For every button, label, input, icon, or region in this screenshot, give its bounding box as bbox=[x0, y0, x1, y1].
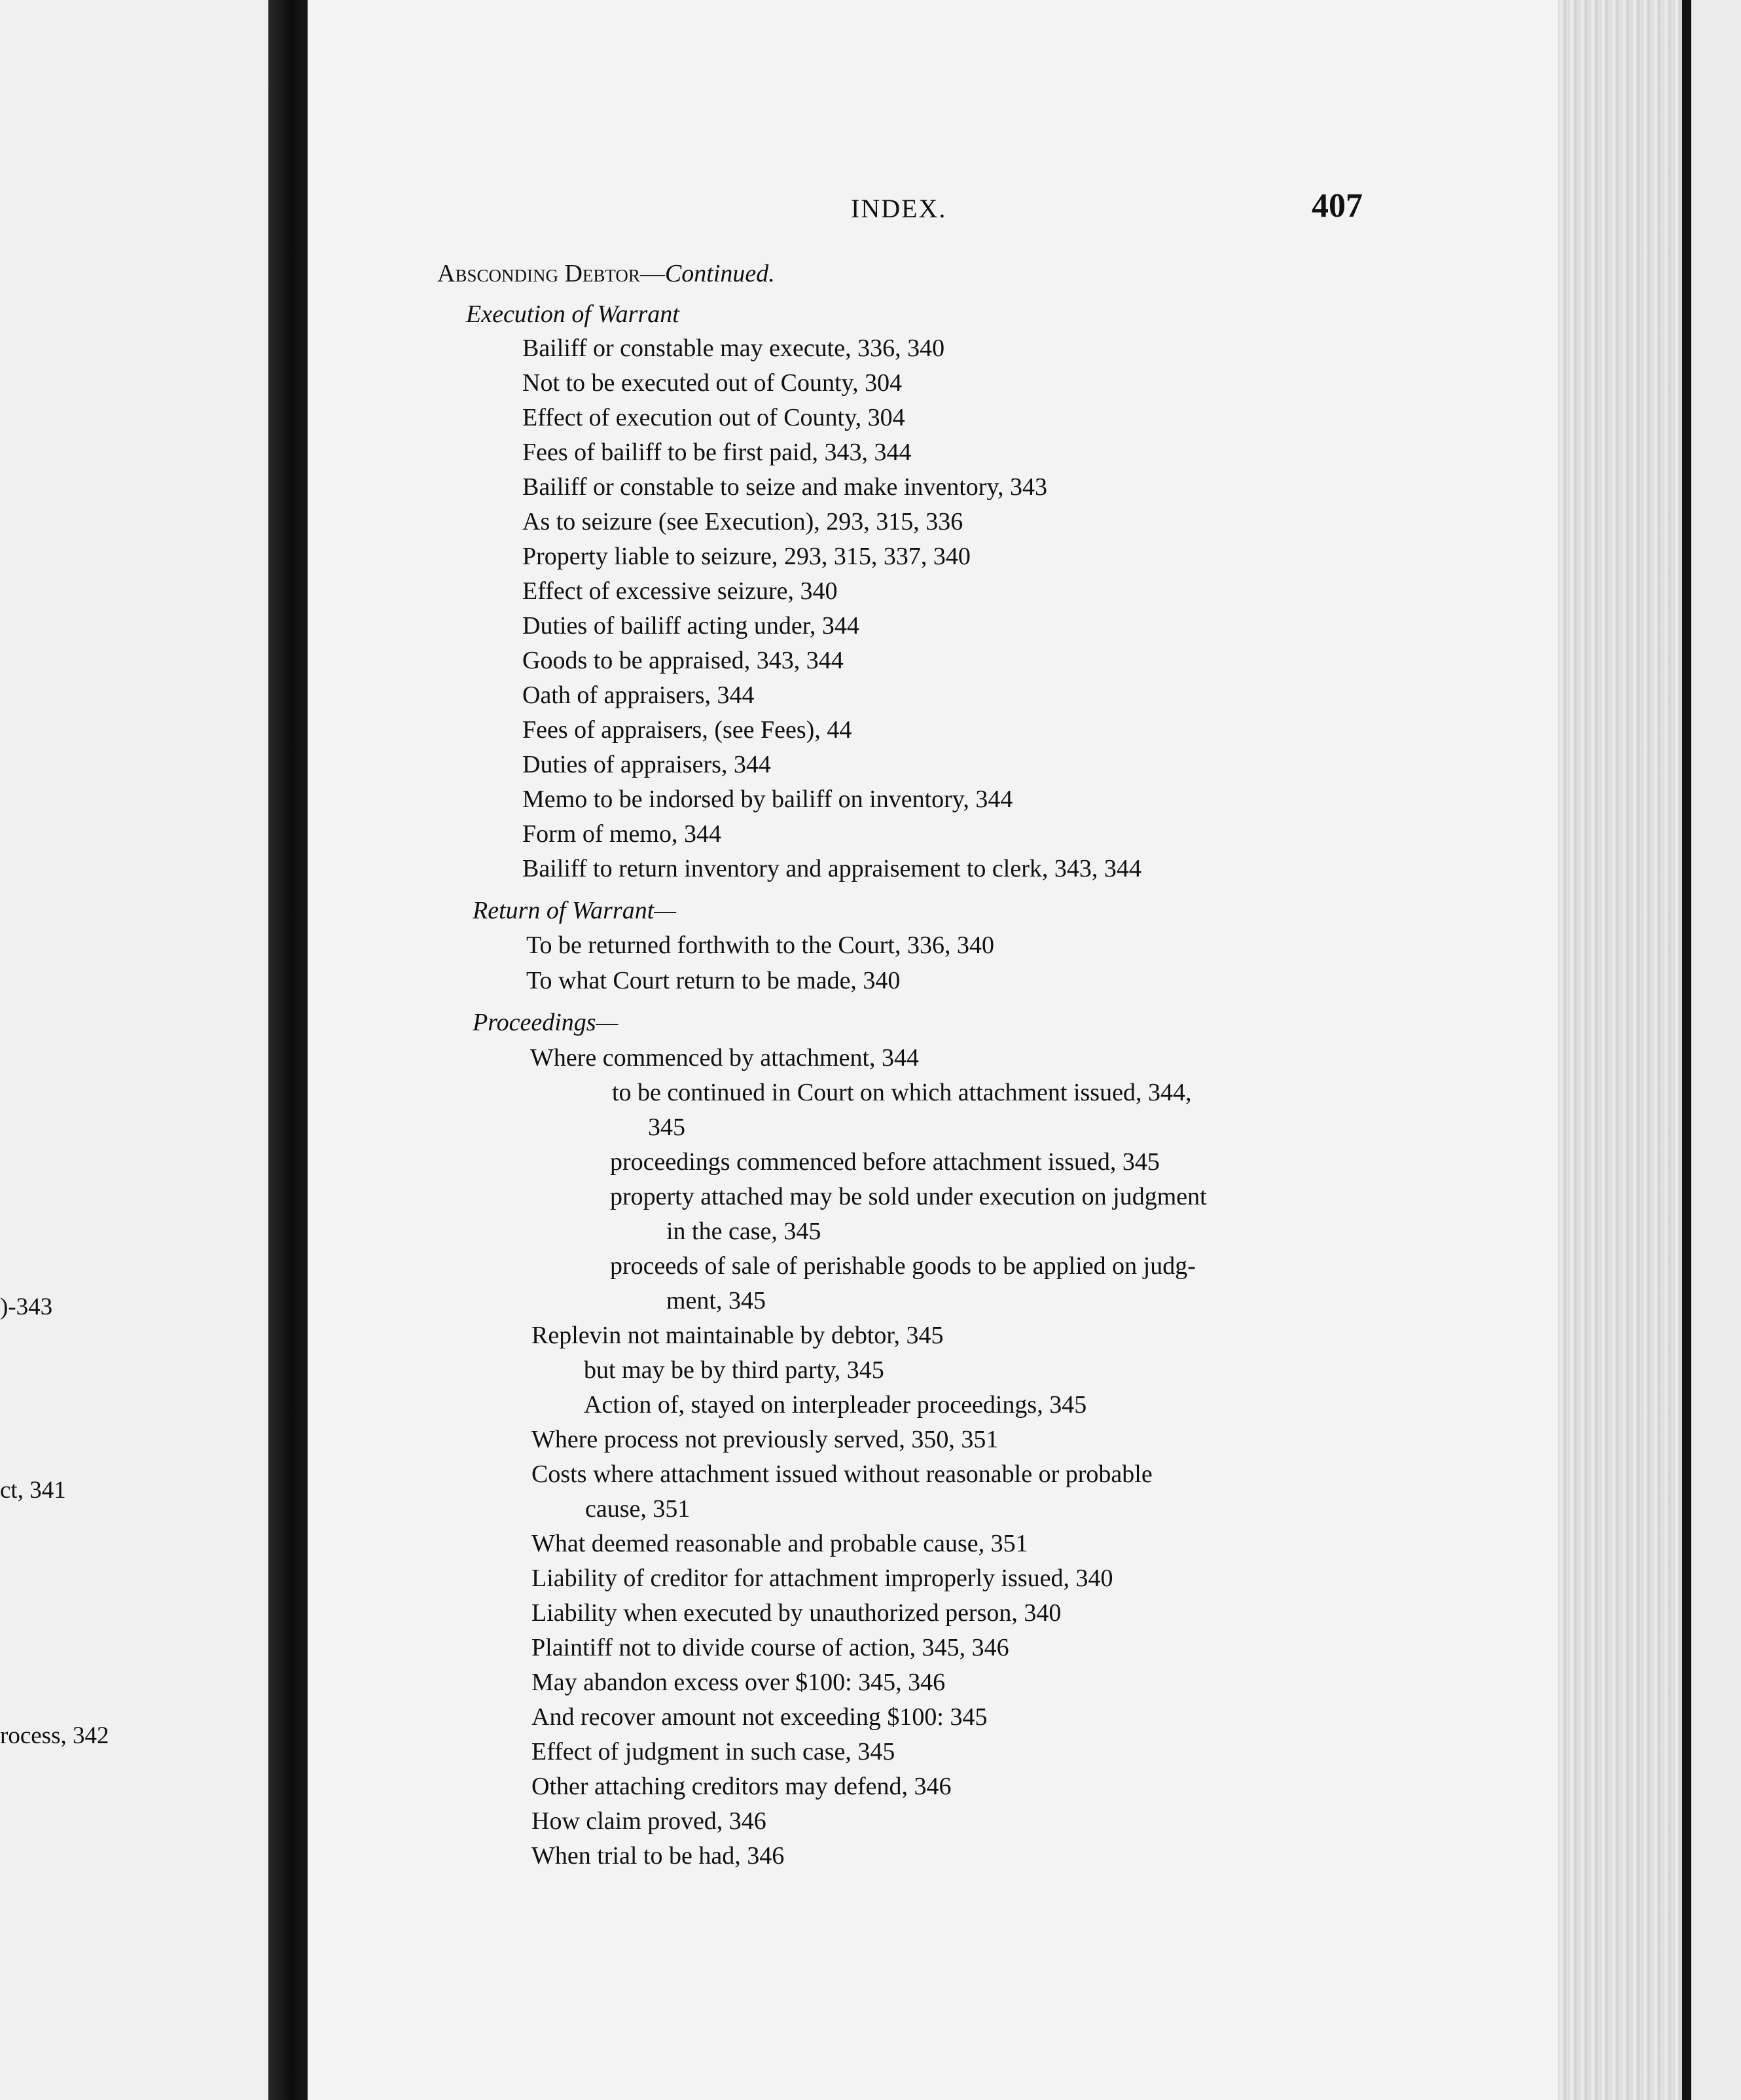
heading-continued: Continued. bbox=[664, 260, 775, 287]
index-entry: proceedings commenced before attachment issued, 345 bbox=[610, 1148, 1160, 1176]
scan-border bbox=[1682, 0, 1741, 2100]
left-page-fragment: rocess, 342 bbox=[0, 1722, 109, 1749]
index-entry: As to seizure (see Execution), 293, 315, 336 bbox=[522, 508, 963, 535]
index-entry: Effect of excessive seizure, 340 bbox=[522, 577, 838, 605]
index-entry: How claim proved, 346 bbox=[531, 1807, 766, 1835]
index-heading bbox=[437, 259, 775, 288]
index-entry: Where process not previously served, 350, 351 bbox=[531, 1426, 999, 1453]
index-entry: Oath of appraisers, 344 bbox=[522, 681, 755, 709]
index-entry: To be returned forthwith to the Court, 336, 340 bbox=[526, 932, 994, 959]
index-entry: Duties of appraisers, 344 bbox=[522, 751, 771, 778]
index-entry: Bailiff or constable may execute, 336, 340 bbox=[522, 335, 945, 362]
index-entry: May abandon excess over $100: 345, 346 bbox=[531, 1669, 946, 1696]
book-spine-shadow bbox=[268, 0, 308, 2100]
index-entry: Memo to be indorsed by bailiff on inventory, 344 bbox=[522, 786, 1013, 813]
index-entry: Effect of execution out of County, 304 bbox=[522, 404, 905, 431]
index-entry: Fees of bailiff to be first paid, 343, 344 bbox=[522, 439, 912, 466]
index-entry: Property liable to seizure, 293, 315, 337, 340 bbox=[522, 543, 971, 570]
heading-dash: — bbox=[639, 260, 665, 287]
index-entry: Duties of bailiff acting under, 344 bbox=[522, 612, 859, 640]
index-entry: To what Court return to be made, 340 bbox=[526, 967, 901, 994]
subheading-execution-of-warrant: Execution of Warrant bbox=[466, 300, 679, 328]
subheading-proceedings: Proceedings— bbox=[473, 1009, 619, 1036]
index-entry: Effect of judgment in such case, 345 bbox=[531, 1738, 895, 1765]
index-entry: but may be by third party, 345 bbox=[584, 1356, 884, 1384]
index-entry: Liability when executed by unauthorized person, 340 bbox=[531, 1599, 1062, 1627]
index-entry: When trial to be had, 346 bbox=[531, 1842, 785, 1870]
index-entry-continuation: ment, 345 bbox=[666, 1287, 766, 1314]
index-entry: Liability of creditor for attachment improperly issued, 340 bbox=[531, 1565, 1113, 1592]
index-entry: Plaintiff not to divide course of action, 345, 346 bbox=[531, 1634, 1009, 1661]
left-page-fragment: )-343 bbox=[0, 1294, 53, 1320]
page-number: 407 bbox=[1312, 187, 1363, 225]
left-page-fragment: ct, 341 bbox=[0, 1477, 66, 1504]
index-entry-continuation: cause, 351 bbox=[585, 1495, 691, 1523]
index-entry-continuation: in the case, 345 bbox=[666, 1218, 821, 1245]
running-header: INDEX. bbox=[851, 194, 947, 223]
index-entry: Other attaching creditors may defend, 346 bbox=[531, 1773, 952, 1800]
index-entry: Where commenced by attachment, 344 bbox=[530, 1044, 920, 1072]
index-entry: proceeds of sale of perishable goods to be applied on judg- bbox=[610, 1252, 1196, 1280]
index-entry: Costs where attachment issued without reasonable or probable bbox=[531, 1460, 1153, 1488]
left-page bbox=[0, 0, 268, 2100]
index-entry: Goods to be appraised, 343, 344 bbox=[522, 647, 844, 674]
heading-term: Absconding Debtor bbox=[437, 260, 640, 287]
page-edges bbox=[1558, 0, 1682, 2100]
index-entry: Bailiff to return inventory and appraisement to clerk, 343, 344 bbox=[522, 855, 1141, 882]
index-entry: to be continued in Court on which attachment issued, 344, bbox=[612, 1079, 1192, 1106]
index-entry: And recover amount not exceeding $100: 345 bbox=[531, 1703, 988, 1731]
subheading-return-of-warrant: Return of Warrant— bbox=[473, 897, 677, 924]
index-entry: Fees of appraisers, (see Fees), 44 bbox=[522, 716, 852, 744]
index-entry: Bailiff or constable to seize and make inventory, 343 bbox=[522, 473, 1047, 501]
index-entry: Replevin not maintainable by debtor, 345 bbox=[531, 1322, 944, 1349]
index-entry: Form of memo, 344 bbox=[522, 820, 721, 848]
index-entry-continuation: 345 bbox=[648, 1113, 685, 1141]
index-entry: property attached may be sold under execution on judgment bbox=[610, 1183, 1207, 1210]
index-entry: What deemed reasonable and probable cause, 351 bbox=[531, 1530, 1028, 1557]
index-entry: Not to be executed out of County, 304 bbox=[522, 369, 903, 397]
index-entry: Action of, stayed on interpleader proceedings, 345 bbox=[584, 1391, 1087, 1419]
